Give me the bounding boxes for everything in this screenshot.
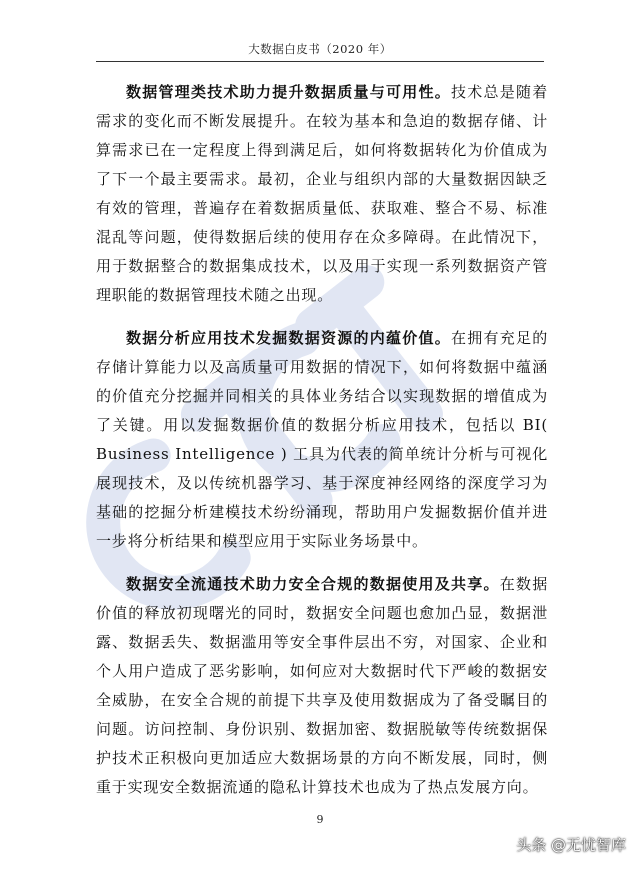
paragraph-text: 技术总是随着需求的变化而不断发展提升。在较为基本和急迫的数据存储、计算需求已在一定程度上得到满足后，如何将数据转化为价值成为了下一个最主要需求。最初，企业与组织内部的大量数据因缺乏有效的管理，普遍存在着数据质量低、获取难、整合不易、标准混乱等问题，使得数据后续的使用存在众多障碍。在此情况下，用于数据整合的数据集成技术，以及用于实现一系列数据资产管理职能的数据管理技术随之出现。: [96, 83, 548, 304]
paragraph-data-management: [96, 78, 548, 310]
header-title: 大数据白皮书（2020 年）: [248, 42, 392, 56]
source-watermark-label: 头条 @无忧智库: [516, 836, 626, 854]
paragraph-lead: 数据安全流通技术助力安全合规的数据使用及共享。: [126, 575, 500, 593]
paragraph-data-security: [96, 570, 548, 802]
document-body: [96, 78, 548, 816]
page-number: 9: [316, 813, 324, 826]
paragraph-lead: 数据管理类技术助力提升数据质量与可用性。: [126, 83, 451, 101]
paragraph-text: 在数据价值的释放初现曙光的同时，数据安全问题也愈加凸显，数据泄露、数据丢失、数据滥用等安全事件层出不穷，对国家、企业和个人用户造成了恶劣影响，如何应对大数据时代下严峻的数据安全威胁，在安全合规的前提下共享及使用数据成为了备受瞩目的问题。访问控制、身份识别、数据加密、数据脱敏等传统数据保护技术正积极向更加适应大数据场景的方向不断发展，同时，侧重于实现安全数据流通的隐私计算技术也成为了热点发展方向。: [96, 575, 548, 796]
paragraph-text: 在拥有充足的存储计算能力以及高质量可用数据的情况下，如何将数据中蕴涵的价值充分挖掘并同相关的具体业务结合以实现数据的增值成为了关键。用以发掘数据价值的数据分析应用技术，包括以 BI( Business Intelligence ) 工具为代表的简单统计分析与可视化展现技术，及以传统机器学习、基于深度神经网络的深度学习为基础的挖掘分析建模技术纷纷涌现，帮助用户发掘数据价值并进一步将分析结果和模型应用于实际业务场景中。: [96, 329, 548, 550]
paragraph-data-analysis: [96, 324, 548, 556]
paragraph-lead: 数据分析应用技术发掘数据资源的内蕴价值。: [126, 329, 451, 347]
header-rule: [96, 61, 544, 62]
